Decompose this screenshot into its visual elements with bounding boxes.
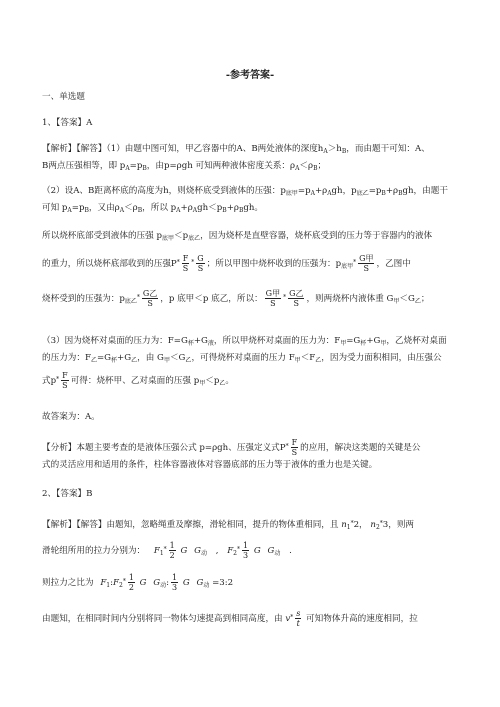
q2-answer-head: 2、【答案】B: [42, 489, 93, 499]
q1-para3-line1: 所以烧杯底部受到液体的压强 $p_{底甲}<p_{底乙}$，因为烧杯是直壁容器，烧杯底受到的压力等于容器内的液体: [42, 231, 433, 242]
fraction-g-jia-over-s-2: $\frac{\text{G甲}}{S}$: [265, 289, 281, 308]
q1-para4-line3: 式p⁎ $\frac{F}{S}$ 可得：烧杯甲、乙对桌面的压强 $p_甲<p_乙$。: [42, 371, 234, 390]
q1-para3-line2: 的重力，所以烧杯底部收到的压强P⁎ $\frac{F}{S}$ ⁎ $\frac{G}{S}$ ；所以甲图中烧杯收到的压强为：$p_{底甲}^⁎$ $\frac{\text{G甲}}{S}$ ，乙图中: [42, 254, 411, 273]
q1-para1-line1: 【解析】【解答】（1）由题中图可知，甲乙容器中的A、B两处液体的深度$h_A>h_B$，而由题干可知：A、: [42, 144, 430, 155]
fraction-g-yi-over-s-2: $\frac{\text{G乙}}{S}$: [289, 289, 304, 308]
fraction-g-jia-over-s: $\frac{\text{G甲}}{S}$: [359, 254, 374, 273]
q1-para1-line2: B两点压强相等，即 $p_A=p_B$，由p=ρgh 可知两种液体密度关系：$\rho_A<\rho_B$；: [42, 161, 327, 172]
fraction-one-third-2: $\frac{1}{3}$: [172, 573, 178, 592]
q1-para2-line2: 可知 $p_A=p_B$，又由$\rho_A<\rho_B$，所以 $p_A+\rho_Agh<p_B+\rho_Bgh$。: [42, 203, 264, 214]
q1-analysis-line1: 【分析】本题主要考查的是液体压强公式 p=ρgh、压强定义式P⁎ $\frac{F}{S}$ 的应用，解决这类题的关键是公: [42, 438, 421, 457]
q1-answer-head: 1、【答案】A: [42, 118, 93, 128]
q2-para1-line1: 【解析】【解答】由题知，忽略绳重及摩擦，滑轮相同，提升的物体重相同，且 $n_1^⁎2$， $n_2^⁎3$，则两: [42, 518, 415, 531]
q1-analysis-line2: 式的灵活应用和适用的条件，柱体容器液体对容器底部的压力等于液体的重力也是关键。: [42, 460, 378, 470]
fraction-g-over-s: $\frac{G}{S}$: [197, 254, 204, 273]
fraction-one-half: $\frac{1}{2}$: [169, 541, 175, 560]
fraction-f-over-s-2: $\frac{F}{S}$: [62, 371, 68, 390]
page-title: -参考答案-: [225, 70, 275, 81]
fraction-f-over-s: $\frac{F}{S}$: [182, 254, 189, 273]
fraction-one-third: $\frac{1}{3}$: [243, 541, 249, 560]
q1-para4-line2: 的压力为：$F_乙=G_杯+G_乙$，由 $G_甲<G_乙$，可得烧杯对桌面的压力 $F_甲<F_乙$，因为受力面积相同，由压强公: [42, 353, 442, 364]
fraction-g-yi-over-s: $\frac{\text{G乙}}{S}$: [142, 289, 158, 308]
q1-conclusion: 故答案为：A。: [42, 412, 100, 422]
q1-para3-line3: 烧杯受到的压强为：$p_{底乙}^⁎$ $\frac{\text{G乙}}{S}$ ，p 底甲＜p 底乙，所以： $\frac{\text{G甲}}{S}$ ⁎ $\frac{\text{G乙}}{S}$ ，则两烧杯内液体重 $G_甲<G_乙$；: [42, 289, 430, 308]
q2-para2: 则拉力之比为 $F_1:F_2^⁎$ $\frac{1}{2}$ G $G_动$: $\frac{1}{3}$ G $G_动$ =3:2: [42, 573, 234, 592]
fraction-f-over-s-3: $\frac{F}{S}$: [291, 438, 298, 457]
fraction-s-over-t: $\frac{s}{t}$: [296, 609, 301, 628]
section-heading: 一、单选题: [42, 92, 85, 102]
fraction-one-half-2: $\frac{1}{2}$: [128, 573, 134, 592]
q1-para2-line1: （2）设A、B距离杯底的高度为h，则烧杯底受到液体的压强：$p_{底甲}=p_A+\rho_Agh$，$p_{底乙}=p_B+\rho_Bgh$，由题干: [42, 186, 448, 197]
q2-para3: 由题知，在相同时间内分别将同一物体匀速提高到相同高度，由 v⁎ $\frac{s}{t}$ 可知物体升高的速度相同，拉: [42, 609, 418, 628]
q1-para4-line1: （3）因为烧杯对桌面的压力为：$F=G_杯+G_液$，所以甲烧杯对桌面的压力为：$F_甲=G_杯+G_甲$，乙烧杯对桌面: [42, 336, 447, 347]
q2-para1-line2: 滑轮组所用的拉力分别为： $F_1^⁎$ $\frac{1}{2}$ G $G_动$ , $F_2^⁎$ $\frac{1}{3}$ G $G_动$ .: [42, 541, 292, 560]
